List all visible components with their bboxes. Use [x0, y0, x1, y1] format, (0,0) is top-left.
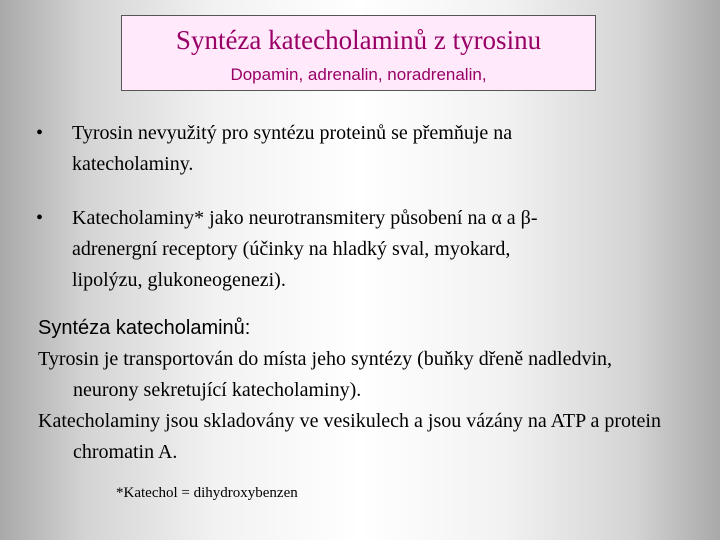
bullet-2-line-2: adrenergní receptory (účinky na hladký sval, myokard, — [72, 238, 511, 260]
bullet-1-line-1: Tyrosin nevyužitý pro syntézu proteinů se přemňuje na — [72, 122, 513, 144]
synthesis-heading: Syntéza katecholaminů: — [38, 317, 251, 339]
slide-subtitle: Dopamin, adrenalin, noradrenalin, — [230, 65, 487, 84]
synthesis-paragraph-1: Tyrosin je transportován do místa jeho syntézy (buňky dřeně nadledvin, neurony sekretující katecholaminy). — [38, 348, 613, 401]
bullet-2-line-3: lipolýzu, glukoneogenezi). — [72, 269, 286, 291]
slide-title: Syntéza katecholaminů z tyrosinu — [175, 25, 542, 55]
bullet-text-2 — [72, 203, 662, 296]
synthesis-paragraph-2: Katecholaminy jsou skladovány ve vesikulech a jsou vázány na ATP a protein chromatin A. — [38, 410, 661, 463]
bullet-2-line-1: Katecholaminy* jako neurotransmitery působení na α a β- — [72, 207, 538, 229]
bullet-text-1 — [72, 118, 662, 180]
bullet-1-line-2: katecholaminy. — [72, 153, 194, 175]
bullet-marker-2: • — [36, 207, 44, 229]
footnote: *Katechol = dihydroxybenzen — [116, 485, 298, 501]
bullet-marker-1: • — [36, 122, 44, 144]
synthesis-section — [38, 313, 678, 468]
title-box — [121, 15, 596, 91]
